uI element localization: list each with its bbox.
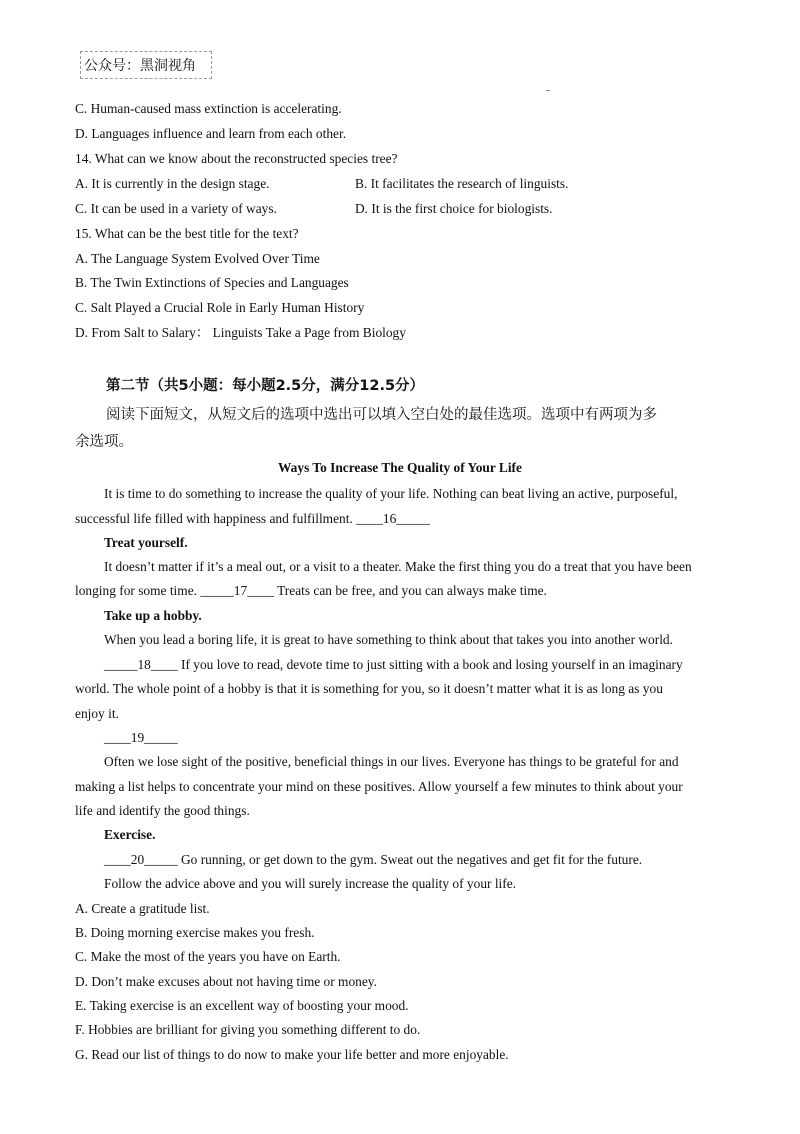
passage-paragraph-3-line-3: world. The whole point of a hobby is that it is something for you, so it doesn’t matter what it is as long as you [75,681,663,696]
q14-option-b: B. It facilitates the research of linguists. [355,176,569,191]
passage-paragraph-4-line-3: life and identify the good things. [75,803,250,818]
option-c: C. Make the most of the years you have on Earth. [75,949,341,964]
passage-paragraph-3-line-2: _____18____ If you love to read, devote time to just sitting with a book and losing yourself in an imaginary [104,657,683,672]
q15-option-b: B. The Twin Extinctions of Species and Languages [75,275,349,290]
option-a: A. Create a gratitude list. [75,901,210,916]
option-f: F. Hobbies are brilliant for giving you something different to do. [75,1022,421,1037]
blank-19: ____19_____ [104,730,178,745]
subheading-treat-yourself: Treat yourself. [104,535,188,550]
passage-paragraph-4-line-1: Often we lose sight of the positive, beneficial things in our lives. Everyone has things to be grateful for and [104,754,679,769]
passage-paragraph-2-line-2: longing for some time. _____17____ Treats can be free, and you can always make time. [75,583,547,598]
option-b: B. Doing morning exercise makes you fresh. [75,925,315,940]
watermark-label: 公众号：黑洞视角 [80,51,212,79]
subheading-exercise: Exercise. [104,827,156,842]
option-g: G. Read our list of things to do now to make your life better and more enjoyable. [75,1047,509,1062]
option-d: D. Don’t make excuses about not having time or money. [75,974,377,989]
passage-title: Ways To Increase The Quality of Your Life [278,460,522,475]
passage-paragraph-1-line-1: It is time to do something to increase the quality of your life. Nothing can beat living an active, purposeful, [104,486,678,501]
passage-closing: Follow the advice above and you will surely increase the quality of your life. [104,876,517,891]
passage-paragraph-3-line-1: When you lead a boring life, it is great to have something to think about that takes you into another world. [104,632,673,647]
q15-option-a: A. The Language System Evolved Over Time [75,251,320,266]
subheading-take-up-hobby: Take up a hobby. [104,608,202,623]
passage-paragraph-4-line-2: making a list helps to concentrate your mind on these positives. Allow yourself a few minutes to think about your [75,779,683,794]
q15-stem: 15. What can be the best title for the text? [75,226,299,241]
q13-option-d: D. Languages influence and learn from each other. [75,126,347,141]
q14-stem: 14. What can we know about the reconstructed species tree? [75,151,398,166]
passage-paragraph-5: ____20_____ Go running, or get down to the gym. Sweat out the negatives and get fit for the future. [104,852,643,867]
stray-mark [546,90,550,91]
q15-option-d: D. From Salt to Salary： Linguists Take a Page from Biology [75,325,406,340]
section-instructions-line-1: 阅读下面短文，从短文后的选项中选出可以填入空白处的最佳选项。选项中有两项为多 [106,407,657,423]
passage-paragraph-2-line-1: It doesn’t matter if it’s a meal out, or a visit to a theater. Make the first thing you do a treat that you have been [104,559,692,574]
passage-paragraph-1-line-2: successful life filled with happiness and fulfillment. ____16_____ [75,511,430,526]
q14-option-a: A. It is currently in the design stage. [75,176,270,191]
q14-option-d: D. It is the first choice for biologists. [355,201,553,216]
q13-option-c: C. Human-caused mass extinction is accelerating. [75,101,342,116]
passage-paragraph-3-line-4: enjoy it. [75,706,119,721]
option-e: E. Taking exercise is an excellent way of boosting your mood. [75,998,409,1013]
q15-option-c: C. Salt Played a Crucial Role in Early Human History [75,300,365,315]
section-instructions-line-2: 余选项。 [75,434,133,450]
section-heading: 第二节（共5小题：每小题2.5分，满分12.5分） [106,378,425,394]
q14-option-c: C. It can be used in a variety of ways. [75,201,277,216]
